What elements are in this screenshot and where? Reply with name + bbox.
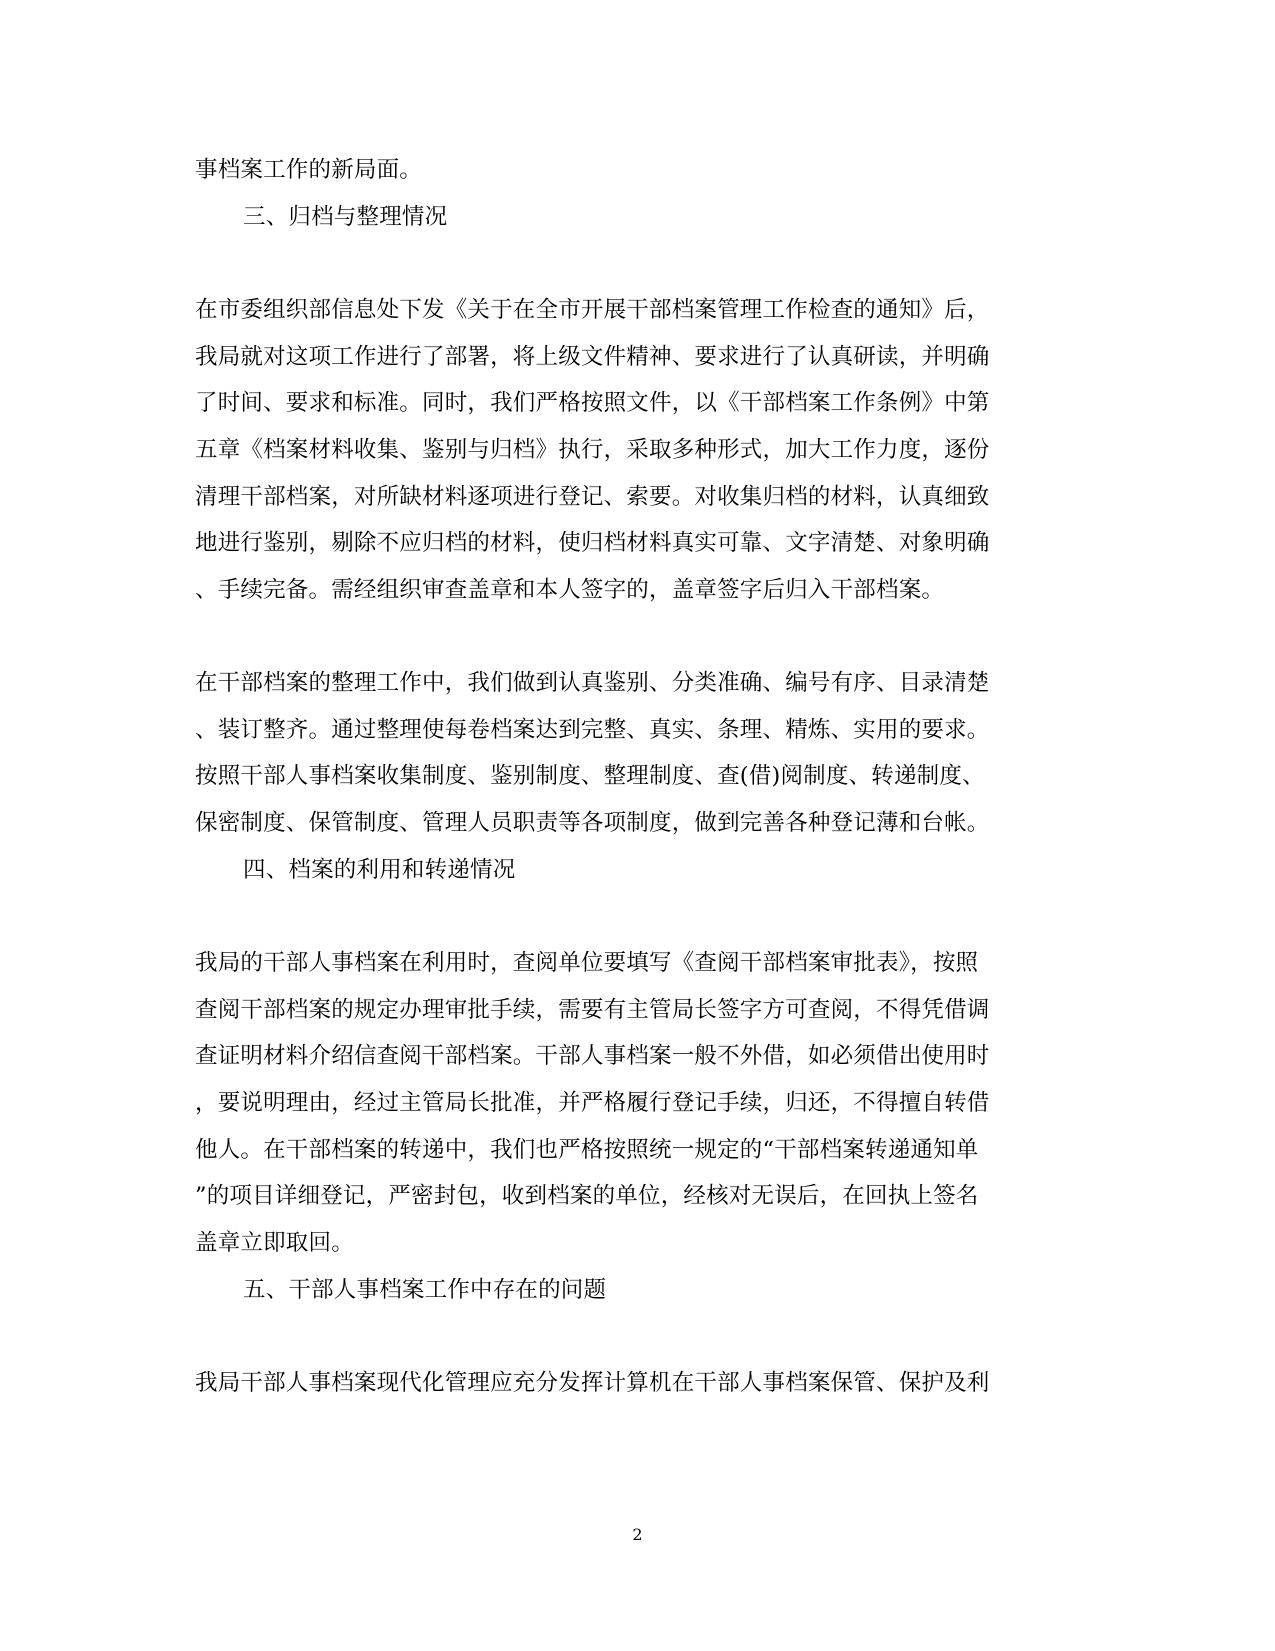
section-heading: 三、归档与整理情况 — [243, 204, 448, 230]
body-line: 五章《档案材料收集、鉴别与归档》执行，采取多种形式，加大工作力度，逐份 — [195, 437, 990, 463]
body-line: 他人。在干部档案的转递中，我们也严格按照统一规定的“干部档案转递通知单 — [195, 1137, 979, 1163]
body-line: 我局的干部人事档案在利用时，查阅单位要填写《查阅干部档案审批表》，按照 — [195, 950, 979, 976]
body-line: 我局就对这项工作进行了部署，将上级文件精神、要求进行了认真研读，并明确 — [195, 344, 990, 370]
body-line: 、装订整齐。通过整理使每卷档案达到完整、真实、条理、精炼、实用的要求。 — [195, 717, 990, 743]
body-line: 、手续完备。需经组织审查盖章和本人签字的，盖章签字后归入干部档案。 — [195, 577, 945, 603]
body-line: 按照干部人事档案收集制度、鉴别制度、整理制度、查(借)阅制度、转递制度、 — [195, 763, 985, 789]
body-line: 地进行鉴别，剔除不应归档的材料，使归档材料真实可靠、文字清楚、对象明确 — [195, 530, 990, 556]
body-line: 在市委组织部信息处下发《关于在全市开展干部档案管理工作检查的通知》后， — [195, 297, 990, 323]
body-line: 查阅干部档案的规定办理审批手续，需要有主管局长签字方可查阅，不得凭借调 — [195, 997, 990, 1023]
body-line: 盖章立即取回。 — [195, 1230, 354, 1256]
body-line: 事档案工作的新局面。 — [195, 157, 423, 183]
body-line: 保密制度、保管制度、管理人员职责等各项制度，做到完善各种登记薄和台帐。 — [195, 810, 990, 836]
section-heading: 五、干部人事档案工作中存在的问题 — [243, 1277, 607, 1303]
body-line: ”的项目详细登记，严密封包，收到档案的单位，经核对无误后，在回执上签名 — [195, 1183, 979, 1209]
section-heading: 四、档案的利用和转递情况 — [243, 857, 516, 883]
body-line: 在干部档案的整理工作中，我们做到认真鉴别、分类准确、编号有序、目录清楚 — [195, 670, 990, 696]
body-line: 清理干部档案，对所缺材料逐项进行登记、索要。对收集归档的材料，认真细致 — [195, 484, 990, 510]
body-line: 了时间、要求和标准。同时，我们严格按照文件，以《干部档案工作条例》中第 — [195, 390, 990, 416]
body-line: 我局干部人事档案现代化管理应充分发挥计算机在干部人事档案保管、保护及利 — [195, 1370, 990, 1396]
body-line: ，要说明理由，经过主管局长批准，并严格履行登记手续，归还，不得擅自转借 — [195, 1090, 990, 1116]
page-number: 2 — [632, 1525, 643, 1544]
body-line: 查证明材料介绍信查阅干部档案。干部人事档案一般不外借，如必须借出使用时 — [195, 1043, 990, 1069]
